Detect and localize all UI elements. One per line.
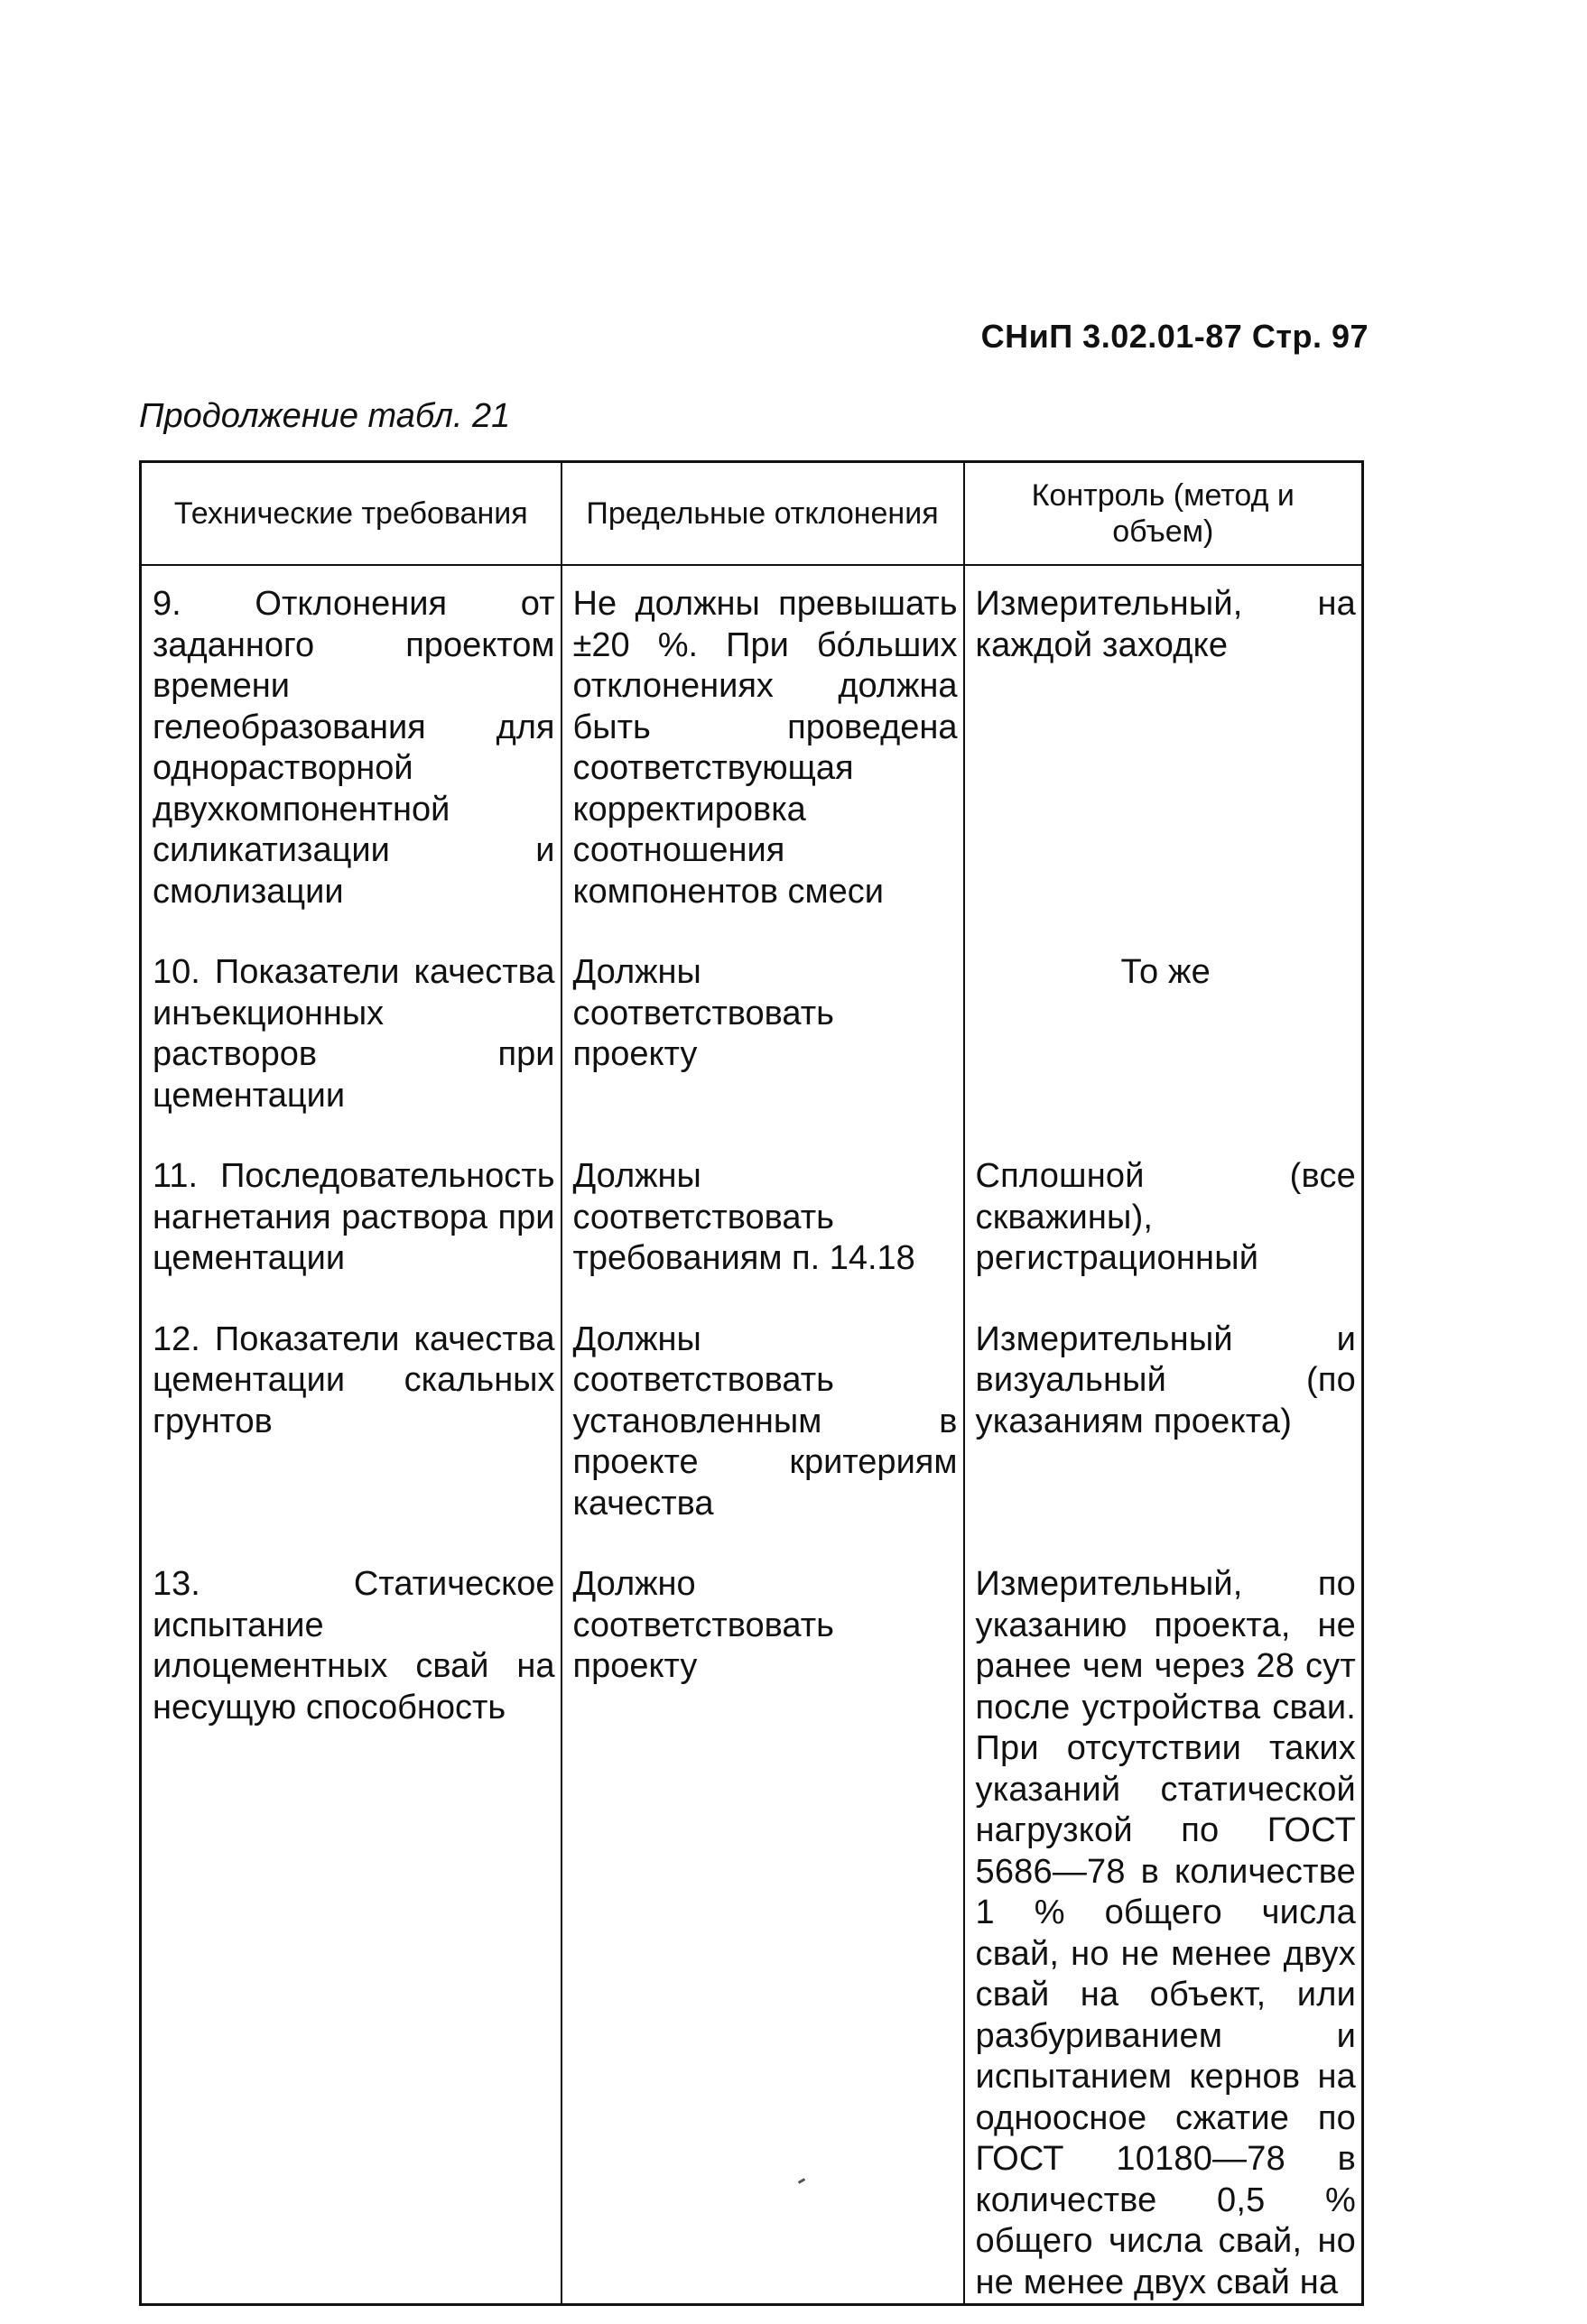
running-title: СНиП 3.02.01-87 Стр. 97: [980, 318, 1369, 355]
deviation-cell: Должны соответствовать требованиям п. 14.18: [561, 1156, 964, 1319]
table-row: [141, 1319, 1363, 1565]
control-cell: То же: [964, 952, 1363, 1156]
requirement-cell: 10. Показатели качества инъекционных растворов при цементации: [141, 952, 561, 1156]
table-row: [141, 565, 1363, 952]
column-header-control: Контроль (метод и объем): [964, 462, 1363, 566]
control-cell: Измерительный и визуальный (по указаниям проекта): [964, 1319, 1363, 1565]
requirement-cell: 12. Показатели качества цементации скальных грунтов: [141, 1319, 561, 1565]
column-header-deviations: Предельные отклонения: [561, 462, 964, 566]
table-header-row: [141, 462, 1363, 566]
requirement-cell: 11. Последовательность нагнетания раствора при цементации: [141, 1156, 561, 1319]
control-cell: Измерительный, на каждой заходке: [964, 565, 1363, 952]
control-cell: Сплошной (все скважины), регистрационный: [964, 1156, 1363, 1319]
requirement-cell: 9. Отклонения от заданного проектом времени гелеобразования для однорастворной двухкомпонентной силикатизации и смолизации: [141, 565, 561, 952]
table-row: [141, 952, 1363, 1156]
deviation-cell: Должны соответствовать проекту: [561, 952, 964, 1156]
control-cell: Измерительный, по указанию проекта, не ранее чем через 28 сут после устройства сваи. При отсутствии таких указаний статической нагрузкой по ГОСТ 5686—78 в количестве 1 % общего числа свай, но не менее двух свай на объект, или разбуриванием и испытанием кернов на одноосное сжатие по ГОСТ 10180—78 в количестве 0,5 % общего числа свай, но не менее двух свай на: [964, 1564, 1363, 2305]
deviation-cell: Должно соответствовать проекту: [561, 1564, 964, 2305]
deviation-cell: Должны соответствовать установленным в проекте критериям качества: [561, 1319, 964, 1565]
table-row: [141, 1564, 1363, 2305]
requirement-cell: 13. Статическое испытание илоцементных свай на несущую способность: [141, 1564, 561, 2305]
table-row: [141, 1156, 1363, 1319]
deviation-cell: Не должны превышать ±20 %. При бо́льших отклонениях должна быть проведена соответствующая корректировка соотношения компонентов смеси: [561, 565, 964, 952]
requirements-table: [139, 460, 1364, 2306]
table-caption: Продолжение табл. 21: [139, 397, 511, 435]
column-header-requirements: Технические требования: [141, 462, 561, 566]
